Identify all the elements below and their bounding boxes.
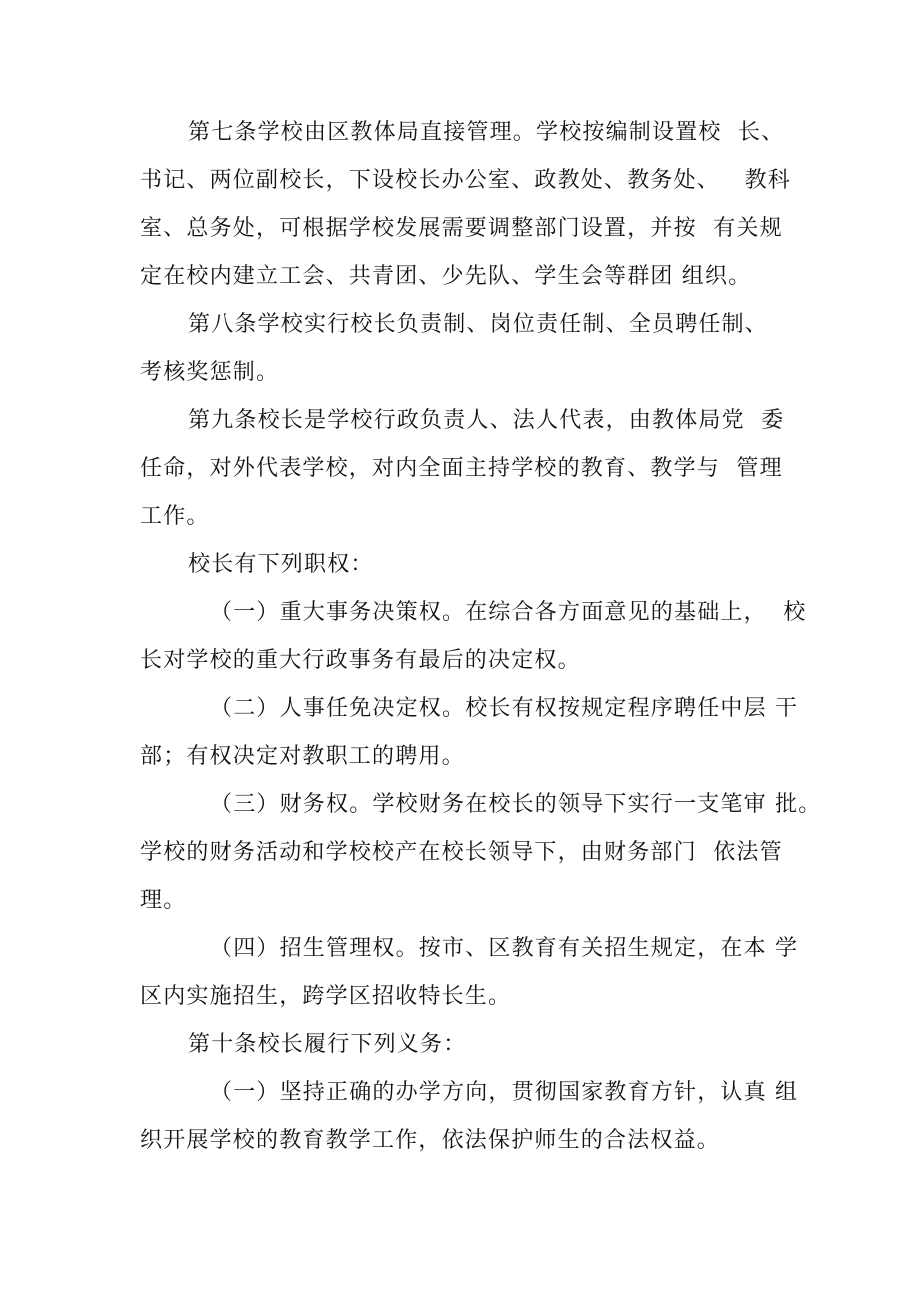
article-10-line-1: 第十条校长履行下列义务： <box>188 1032 467 1057</box>
article-9-line-1: 第九条校长是学校行政负责人、法人代表，由教体局党 委 <box>188 408 785 433</box>
power-4-line-1: （四）招生管理权。按市、区教育有关招生规定，在本 学 <box>210 936 799 961</box>
power-3-line-2: 学校的财务活动和学校校产在校长领导下，由财务部门 依法管 <box>140 840 783 865</box>
article-7-line-4: 定在校内建立工会、共青团、少先队、学生会等群团 组织。 <box>140 264 752 289</box>
article-7-line-2: 书记、两位副校长，下设校长办公室、政教处、教务处、 教科 <box>140 168 791 193</box>
power-1-line-2: 长对学校的重大行政事务有最后的决定权。 <box>140 648 581 673</box>
article-9-line-2: 任命，对外代表学校，对内全面主持学校的教育、教学与 管理 <box>140 456 783 481</box>
power-4-line-2: 区内实施招生，跨学区招收特长生。 <box>140 984 512 1009</box>
powers-heading: 校长有下列职权： <box>188 552 374 577</box>
power-3-line-1: （三）财务权。学校财务在校长的领导下实行一支笔审 批。 <box>210 792 822 817</box>
power-2-line-1: （二）人事任免决定权。校长有权按规定程序聘任中层 干 <box>210 696 799 721</box>
article-7-line-3: 室、总务处，可根据学校发展需要调整部门设置，并按 有关规 <box>140 216 783 241</box>
article-7-line-1: 第七条学校由区教体局直接管理。学校按编制设置校 长、 <box>188 120 785 145</box>
power-1-line-1: （一）重大事务决策权。在综合各方面意见的基础上， 校 <box>210 600 807 625</box>
article-9-line-3: 工作。 <box>140 504 210 529</box>
power-2-line-2: 部；有权决定对教职工的聘用。 <box>140 744 465 769</box>
article-8-line-1: 第八条学校实行校长负责制、岗位责任制、全员聘任制、 <box>188 312 769 337</box>
power-3-line-3: 理。 <box>140 888 187 913</box>
article-8-line-2: 考核奖惩制。 <box>140 360 280 385</box>
duty-1-line-1: （一）坚持正确的办学方向，贯彻国家教育方针，认真 组 <box>210 1080 799 1105</box>
duty-1-line-2: 织开展学校的教育教学工作，依法保护师生的合法权益。 <box>140 1128 721 1153</box>
